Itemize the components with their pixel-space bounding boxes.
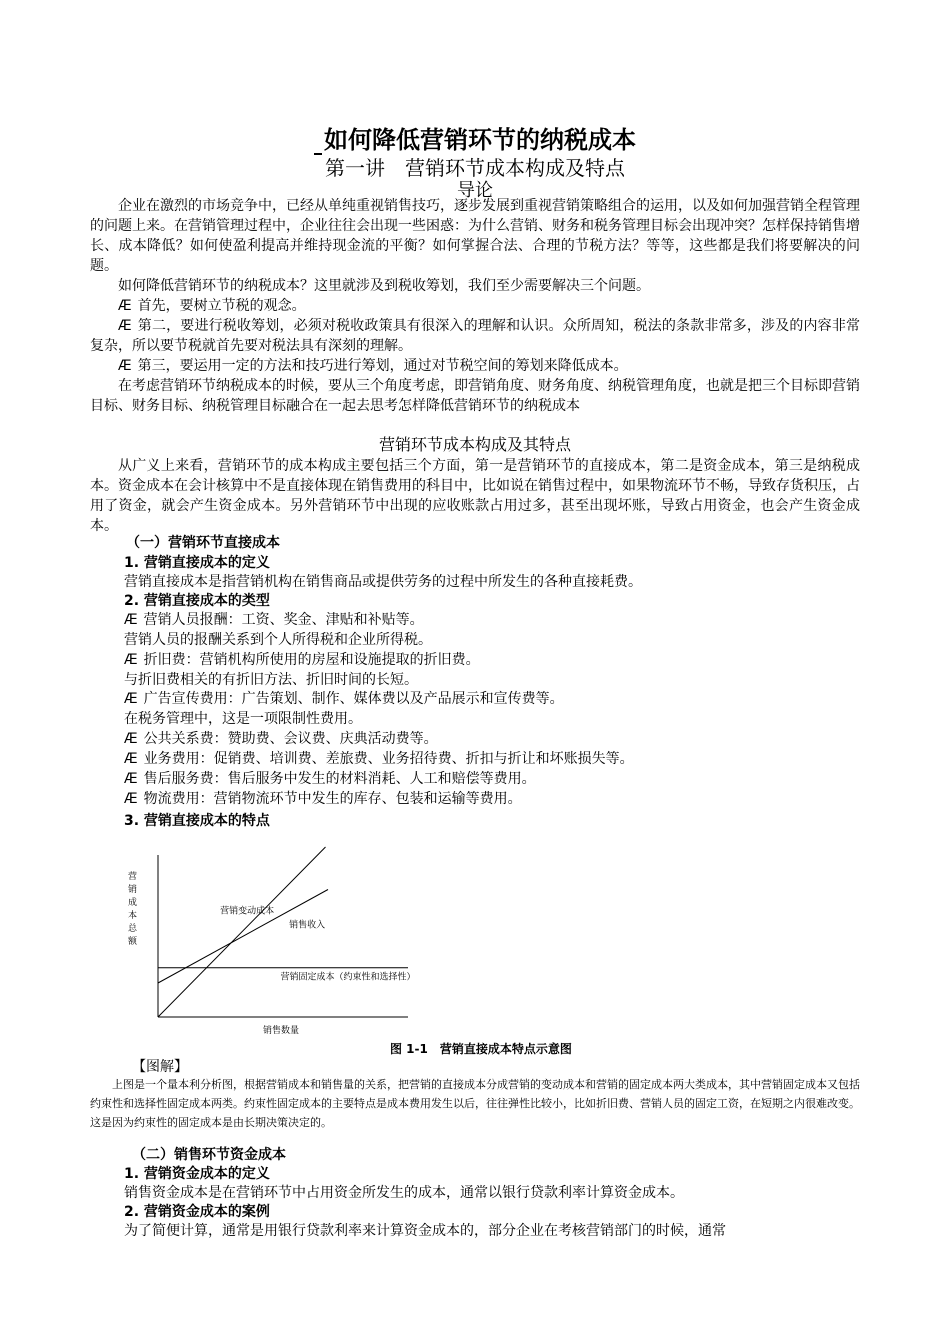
bullet-text: 首先，要树立节税的观念。	[137, 298, 306, 314]
y-axis-label-char: 营	[128, 872, 138, 882]
intro-bullet-3	[90, 356, 860, 376]
y-axis-label-char: 额	[128, 937, 138, 947]
x-axis-label: 销售数量	[263, 1026, 300, 1035]
tujie-text: 上图是一个量本利分析图，根据营销成本和销售量的关系，把营销的直接成本分成营销的变动成本和营销的固定成本两大类成本，其中营销固定成本又包括约束性和选择性固定成本两类。约束性固定成本的主要特点是成本费用发生以后，往往弹性比较小，比如折旧费、营销人员的固定工资，在短期之内很难改变。这是因为约束性的固定成本是由长期决策决定的。	[90, 1078, 860, 1129]
type-item-4	[124, 729, 438, 749]
heading-direct-cost: （一）营销环节直接成本	[126, 535, 280, 551]
series-label-1: 营销变动成本	[220, 906, 275, 917]
series-line-1	[158, 847, 326, 1017]
heading-capital-case: 2. 营销资金成本的案例	[124, 1204, 270, 1220]
type-note-2: 与折旧费相关的有折旧方法、折旧时间的长短。	[124, 672, 418, 688]
type-item-7	[124, 789, 522, 809]
intro-paragraph-3: 在考虑营销环节纳税成本的时候，要从三个角度考虑，即营销角度、财务角度、纳税管理角度，也就是把三个目标即营销目标、财务目标、纳税管理目标融合在一起去思考怎样降低营销环节的纳税成本	[90, 378, 860, 414]
intro-bullet-1	[90, 296, 860, 316]
y-axis-label-char: 销	[128, 885, 138, 895]
section-heading: 营销环节成本构成及其特点	[378, 435, 571, 454]
bullet-marker: Æ	[124, 691, 138, 707]
bullet-marker: Æ	[118, 318, 132, 334]
bullet-text: 第二，要进行税收筹划，必须对税收政策具有很深入的理解和认识。众所周知，税法的条款非常多，涉及的内容非常复杂，所以要节税就首先要对税法具有深刻的理解。	[90, 318, 860, 354]
bullet-marker: Æ	[118, 358, 132, 374]
tujie-label: 【图解】	[132, 1059, 188, 1075]
intro-paragraph-2: 如何降低营销环节的纳税成本？这里就涉及到税收筹划，我们至少需要解决三个问题。	[118, 278, 650, 294]
series-label-2: 销售收入	[289, 920, 326, 931]
bullet-marker: Æ	[124, 771, 138, 787]
section-paragraph-1: 从广义上来看，营销环节的成本构成主要包括三个方面，第一是营销环节的直接成本，第二是资金成本，第三是纳税成本。资金成本在会计核算中不是直接体现在销售费用的科目中，比如说在销售过程中，如果物流环节不畅，导致存货积压，占用了资金，就会产生资金成本。另外营销环节中出现的应收账款占用过多，甚至出现坏账，导致占用资金，也会产生资金成本。	[90, 458, 860, 534]
bullet-marker: Æ	[118, 298, 132, 314]
heading-capital-definition: 1. 营销资金成本的定义	[124, 1166, 270, 1182]
bullet-marker: Æ	[124, 612, 138, 628]
type-note-1: 营销人员的报酬关系到个人所得税和企业所得税。	[124, 632, 432, 648]
bullet-marker: Æ	[124, 652, 138, 668]
type-item-6	[124, 769, 536, 789]
type-item-5	[124, 749, 634, 769]
type-text: 营销人员报酬：工资、奖金、津贴和补贴等。	[143, 612, 424, 628]
type-text: 物流费用：营销物流环节中发生的库存、包装和运输等费用。	[143, 791, 522, 807]
bullet-marker: Æ	[124, 751, 138, 767]
capital-definition-text: 销售资金成本是在营销环节中占用资金所发生的成本，通常以银行贷款利率计算资金成本。	[124, 1185, 684, 1201]
heading-types: 2. 营销直接成本的类型	[124, 593, 270, 609]
doc-title-text: 如何降低营销环节的纳税成本	[324, 126, 636, 154]
heading-capital-cost: （二）销售环节资金成本	[132, 1147, 286, 1163]
bullet-text: 第三，要运用一定的方法和技巧进行筹划，通过对节税空间的筹划来降低成本。	[137, 358, 628, 374]
lecture-title: 第一讲 营销环节成本构成及特点	[325, 156, 625, 180]
series-line-2	[158, 890, 328, 984]
heading-features: 3. 营销直接成本的特点	[124, 813, 270, 829]
bullet-marker: Æ	[124, 791, 138, 807]
y-axis-label-char: 成	[128, 898, 138, 908]
type-item-2	[124, 650, 480, 670]
type-text: 业务费用：促销费、培训费、差旅费、业务招待费、折扣与折让和坏账损失等。	[143, 751, 634, 767]
intro-heading: 导论	[457, 180, 493, 201]
intro-paragraph-1: 企业在激烈的市场竞争中，已经从单纯重视销售技巧，逐步发展到重视营销策略组合的运用，以及如何加强营销全程管理的问题上来。在营销管理过程中，企业往往会出现一些困惑：为什么营销、财务和税务管理目标会出现冲突？怎样保持销售增长、成本降低？如何使盈利提高并维持现金流的平衡？如何掌握合法、合理的节税方法？等等，这些都是我们将要解决的问题。	[90, 198, 860, 274]
type-text: 公共关系费：赞助费、会议费、庆典活动费等。	[143, 731, 438, 747]
y-axis-label-char: 总	[128, 924, 138, 934]
capital-case-text: 为了简便计算，通常是用银行贷款利率来计算资金成本的，部分企业在考核营销部门的时候，通常	[124, 1223, 726, 1239]
type-item-1	[124, 610, 424, 630]
intro-bullet-2	[90, 316, 860, 356]
bullet-marker: Æ	[124, 731, 138, 747]
type-text: 广告宣传费用：广告策划、制作、媒体费以及产品展示和宣传费等。	[143, 691, 564, 707]
cost-chart	[120, 845, 520, 1035]
doc-title	[0, 120, 950, 155]
type-item-3	[124, 689, 564, 709]
type-text: 售后服务费：售后服务中发生的材料消耗、人工和赔偿等费用。	[143, 771, 536, 787]
heading-definition: 1. 营销直接成本的定义	[124, 555, 270, 571]
definition-text: 营销直接成本是指营销机构在销售商品或提供劳务的过程中所发生的各种直接耗费。	[124, 574, 642, 590]
type-text: 折旧费：营销机构所使用的房屋和设施提取的折旧费。	[143, 652, 480, 668]
y-axis-label-char: 本	[128, 911, 138, 921]
series-label-3: 营销固定成本（约束性和选择性）	[280, 972, 416, 983]
type-note-3: 在税务管理中，这是一项限制性费用。	[124, 711, 362, 727]
figure-caption: 图 1-1 营销直接成本特点示意图	[390, 1042, 572, 1056]
